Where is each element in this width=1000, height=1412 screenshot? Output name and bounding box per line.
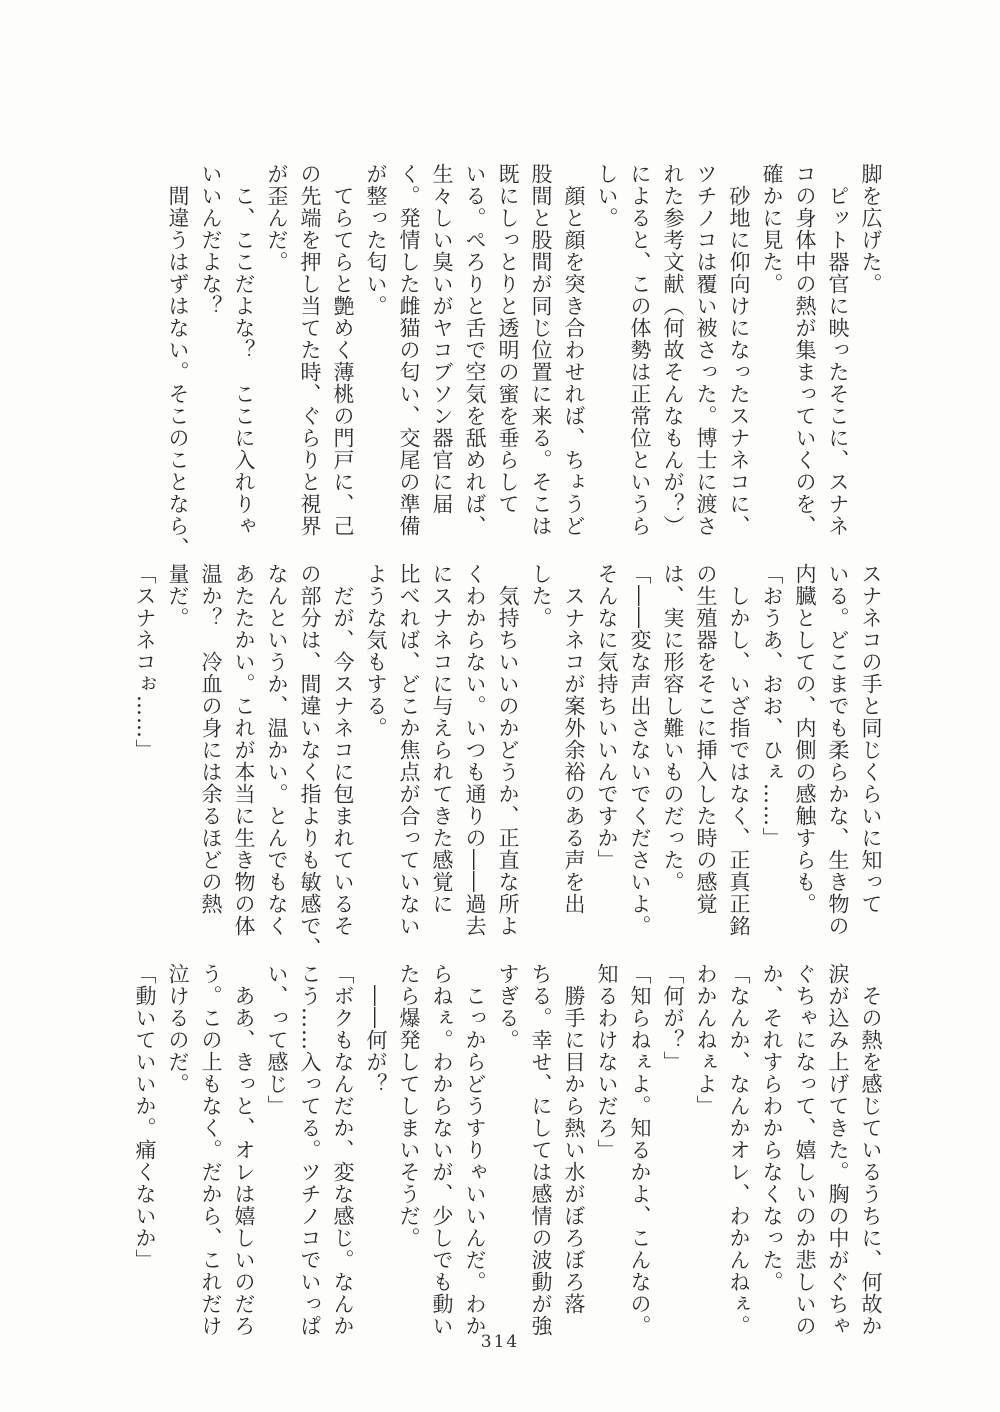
- text-line: 「ボクもなんだか、変な感じ。なんか: [331, 963, 355, 1337]
- text-line: 間違うはずはない。そこのことなら、: [166, 185, 190, 559]
- text-line: すぎる。: [496, 963, 520, 1051]
- text-line: てらてらと艶めく薄桃の門戸に、己: [331, 185, 355, 537]
- text-line: そんなに気持ちいいんですか」: [595, 563, 619, 871]
- text-line: 顔と顔を突き合わせれば、ちょうど: [562, 185, 586, 537]
- text-line: 知るわけないだろ」: [595, 963, 619, 1161]
- text-line: 比べれば、どこか焦点が合っていない: [397, 563, 421, 937]
- text-line: 「知らねぇよ。知るかよ、こんなの。: [628, 963, 652, 1337]
- text-line: が歪んだ。: [265, 163, 289, 273]
- text-line: 生々しい臭いがヤコブソン器官に届: [430, 163, 454, 515]
- text-line: 涙が込み上げてきた。胸の中がぐちゃ: [826, 963, 850, 1337]
- text-line: いいんだよな？: [199, 163, 223, 317]
- text-line: によると、この体勢は正常位というら: [628, 163, 652, 537]
- text-line: ピット器官に映ったそこに、スナネ: [826, 185, 850, 537]
- text-line: の生殖器をそこに挿入した時の感覚: [694, 563, 718, 915]
- text-line: 勝手に目から熱い水がぼろぼろ落: [562, 985, 586, 1315]
- text-line: が整った匂い。: [364, 163, 388, 317]
- text-line: あたたかい。これが本当に生き物の体: [232, 563, 256, 937]
- text-line: う。この上もなく。だから、これだけ: [199, 963, 223, 1337]
- text-line: ぐちゃになって、嬉しいのか悲しいの: [793, 963, 817, 1337]
- text-line: れた参考文献（何故そんなもんが？）: [661, 163, 685, 537]
- text-block-middle: [128, 563, 887, 961]
- text-line: スナネコの手と同じくらいに知って: [859, 563, 883, 915]
- text-block-bottom: [128, 963, 887, 1361]
- text-block-top: [161, 163, 887, 561]
- text-line: くわからない。いつも通りの――過去: [463, 563, 487, 937]
- text-line: いる。ぺろりと舌で空気を舐めれば、: [463, 163, 487, 537]
- text-line: ――何が？: [364, 985, 388, 1095]
- text-line: 「――変な声出さないでくださいよ。: [628, 563, 652, 937]
- text-line: こう……入ってる。ツチノコでいっぱ: [298, 963, 322, 1337]
- text-line: にスナネコに与えられてきた感覚に: [430, 563, 454, 915]
- text-line: 砂地に仰向けになったスナネコに、: [727, 185, 751, 537]
- text-line: の部分は、間違いなく指よりも敏感で、: [298, 563, 322, 959]
- text-line: 気持ちいいのかどうか、正直な所よ: [496, 585, 520, 937]
- text-line: わかんねぇよ」: [694, 963, 718, 1117]
- text-line: スナネコが案外余裕のある声を出: [562, 585, 586, 915]
- text-line: 「スナネコぉ……」: [133, 563, 157, 761]
- text-line: 既にしっとりと透明の蜜を垂らして: [496, 163, 520, 515]
- text-line: 「動いていいか。痛くないか」: [133, 963, 157, 1271]
- page-number: 314: [480, 1332, 520, 1352]
- text-line: 量だ。: [166, 563, 190, 629]
- text-line: コの身体中の熱が集まっていくのを、: [793, 163, 817, 537]
- text-line: 内臓としての、内側の感触すらも。: [793, 563, 817, 915]
- text-line: 「おうあ、おお、ひぇ……」: [760, 563, 784, 849]
- text-line: か、それすらわからなくなった。: [760, 963, 784, 1293]
- text-line: 「何が？」: [661, 963, 685, 1073]
- text-line: らねぇ。わからないが、少しでも動い: [430, 963, 454, 1337]
- text-line: たら爆発してしまいそうだ。: [397, 963, 421, 1249]
- text-line: 確かに見た。: [760, 163, 784, 295]
- text-line: の先端を押し当てた時、ぐらりと視界: [298, 163, 322, 537]
- text-line: いる。どこまでも柔らかな、生き物の: [826, 563, 850, 937]
- text-line: しかし、いざ指ではなく、正真正銘: [727, 585, 751, 937]
- text-line: ツチノコは覆い被さった。博士に渡さ: [694, 163, 718, 537]
- text-line: は、実に形容し難いものだった。: [661, 563, 685, 893]
- text-line: 「なんか、なんかオレ、わかんねぇ。: [727, 963, 751, 1337]
- text-line: い、って感じ」: [265, 963, 289, 1117]
- text-line: く。発情した雌猫の匂い、交尾の準備: [397, 163, 421, 537]
- text-line: こっからどうすりゃいいんだ。わか: [463, 985, 487, 1337]
- text-line: ような気もする。: [364, 563, 388, 739]
- text-line: ああ、きっと、オレは嬉しいのだろ: [232, 985, 256, 1337]
- text-line: 泣けるのだ。: [166, 963, 190, 1095]
- text-line: ちる。幸せ、にしては感情の波動が強: [529, 963, 553, 1337]
- text-line: 温か？ 冷血の身には余るほどの熱: [199, 563, 223, 915]
- text-line: だが、今スナネコに包まれているそ: [331, 585, 355, 937]
- text-line: しい。: [595, 163, 619, 229]
- text-line: した。: [529, 563, 553, 629]
- text-line: 脚を広げた。: [859, 163, 883, 295]
- text-line: なんというか、温かい。とんでもなく: [265, 563, 289, 937]
- text-line: その熱を感じているうちに、何故か: [859, 985, 883, 1337]
- text-line: 股間と股間が同じ位置に来る。そこは: [529, 163, 553, 537]
- text-line: こ、ここだよな？ ここに入れりゃ: [232, 185, 256, 537]
